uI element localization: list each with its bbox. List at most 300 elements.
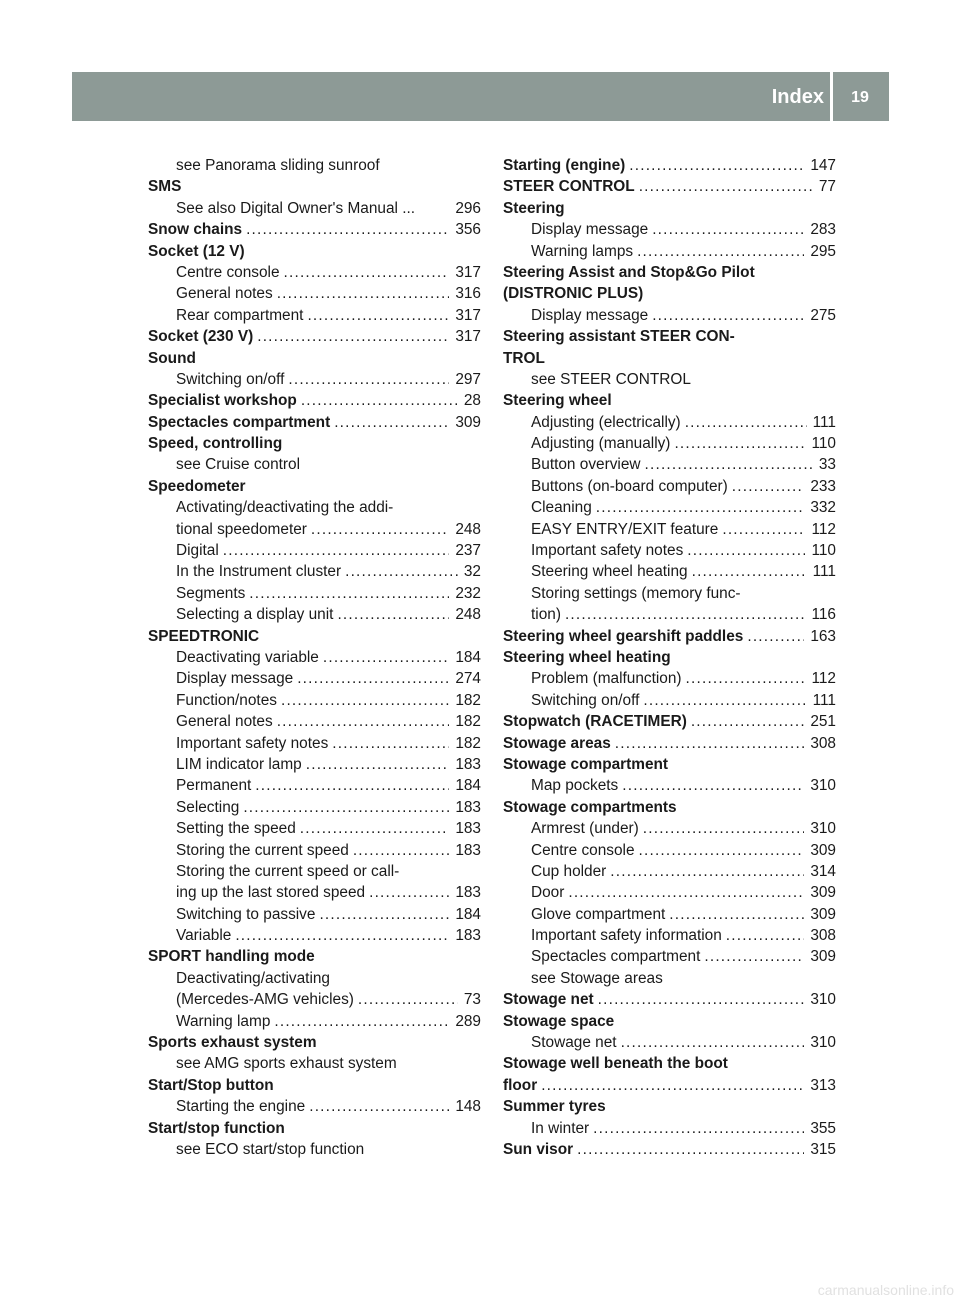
index-subentry <box>148 540 481 561</box>
page-reference: 310 <box>810 777 836 795</box>
entry-text: ing up the last stored speed <box>176 884 366 902</box>
index-heading <box>503 647 836 668</box>
entry-text: see Cruise control <box>176 456 301 474</box>
index-subentry <box>148 925 481 946</box>
entry-text: Switching on/off <box>176 370 285 388</box>
entry-text: Selecting a display unit <box>176 606 334 624</box>
index-subentry <box>148 690 481 711</box>
page-reference: 332 <box>810 499 836 517</box>
index-subentry <box>503 604 836 625</box>
index-subentry <box>503 219 836 240</box>
page-reference: 183 <box>455 798 481 816</box>
dot-leader <box>598 989 805 1010</box>
dot-leader <box>337 604 449 625</box>
entry-text: Starting (engine) <box>503 157 626 174</box>
page-reference: 310 <box>810 1034 836 1052</box>
index-heading <box>148 946 481 967</box>
index-subentry <box>148 775 481 796</box>
header-divider <box>830 72 833 121</box>
dot-leader <box>255 775 449 796</box>
dot-leader <box>300 818 450 839</box>
entry-text: Stopwatch (RACETIMER) <box>503 713 687 731</box>
index-subentry <box>503 497 836 518</box>
index-subentry <box>503 561 836 582</box>
entry-text: see ECO start/stop function <box>176 1140 365 1158</box>
dot-leader <box>334 412 449 433</box>
index-heading <box>148 219 481 240</box>
index-heading <box>503 989 836 1010</box>
page-reference: 317 <box>455 306 481 324</box>
page-reference: 112 <box>811 520 836 538</box>
dot-leader <box>674 433 805 454</box>
entry-text: Stowage well beneath the boot <box>503 1055 728 1073</box>
entry-text: Steering wheel <box>503 392 612 410</box>
page-reference: 233 <box>810 477 836 495</box>
dot-leader <box>615 733 805 754</box>
index-subentry <box>503 668 836 689</box>
entry-text: Warning lamp <box>176 1012 271 1030</box>
dot-leader <box>639 840 805 861</box>
entry-text: Specialist workshop <box>148 392 297 410</box>
page-reference: 148 <box>455 1098 481 1116</box>
index-heading <box>148 176 481 197</box>
entry-text: see Stowage areas <box>531 969 663 987</box>
page-reference: 274 <box>455 670 481 688</box>
dot-leader <box>732 476 805 497</box>
entry-text: Digital <box>176 542 219 560</box>
dot-leader <box>685 412 807 433</box>
entry-text: Storing settings (memory func- <box>531 584 741 602</box>
dot-leader <box>726 925 805 946</box>
entry-text: STEER CONTROL <box>503 178 635 196</box>
dot-leader <box>358 989 458 1010</box>
dot-leader <box>610 861 804 882</box>
page-reference: 297 <box>455 370 481 388</box>
index-subentry <box>503 946 836 967</box>
index-heading <box>503 262 836 283</box>
page-reference: 309 <box>810 884 836 902</box>
dot-leader <box>235 925 449 946</box>
page-reference: 32 <box>463 563 481 581</box>
page-reference: 183 <box>455 927 481 945</box>
entry-text: Sun visor <box>503 1140 574 1158</box>
entry-text: tion) <box>531 606 561 624</box>
dot-leader <box>223 540 450 561</box>
entry-text: Segments <box>176 584 246 602</box>
page-reference: 308 <box>810 734 836 752</box>
entry-text: Sound <box>148 349 196 367</box>
entry-text: Steering wheel heating <box>503 648 671 666</box>
index-heading <box>503 1053 836 1074</box>
entry-text: Centre console <box>176 263 280 281</box>
dot-leader <box>353 840 449 861</box>
page-reference: 295 <box>810 242 836 260</box>
dot-leader <box>284 262 450 283</box>
entry-text: SMS <box>148 178 182 196</box>
entry-text: Important safety notes <box>531 542 684 560</box>
dot-leader <box>277 711 450 732</box>
page-reference: 356 <box>455 221 481 239</box>
index-subentry <box>148 668 481 689</box>
page-reference: 313 <box>810 1076 836 1094</box>
page-reference: 309 <box>810 948 836 966</box>
index-subentry <box>503 433 836 454</box>
entry-text: Snow chains <box>148 221 243 239</box>
index-heading <box>503 711 836 732</box>
page-reference: 73 <box>463 991 481 1009</box>
index-subentry <box>503 1118 836 1139</box>
index-subentry <box>503 861 836 882</box>
entry-text: Socket (12 V) <box>148 242 245 260</box>
index-subentry <box>148 283 481 304</box>
entry-text: In the Instrument cluster <box>176 563 342 581</box>
entry-text: (DISTRONIC PLUS) <box>503 285 644 303</box>
entry-text: Storing the current speed or call- <box>176 862 400 880</box>
index-subentry <box>148 1053 481 1074</box>
page-reference: 182 <box>455 734 481 752</box>
section-title: Index <box>771 86 824 108</box>
dot-leader <box>593 1118 804 1139</box>
index-heading <box>503 733 836 754</box>
dot-leader <box>577 1139 804 1160</box>
dot-leader <box>243 797 449 818</box>
index-heading <box>148 1032 481 1053</box>
index-subentry <box>148 369 481 390</box>
page-reference: 355 <box>810 1119 836 1137</box>
index-subentry <box>148 561 481 582</box>
dot-leader <box>332 733 449 754</box>
dot-leader <box>249 583 449 604</box>
index-subentry <box>503 775 836 796</box>
dot-leader <box>541 1075 804 1096</box>
entry-text: Deactivating/activating <box>176 969 330 987</box>
page-reference: 163 <box>810 627 836 645</box>
index-subentry <box>148 797 481 818</box>
entry-text: Deactivating variable <box>176 648 319 666</box>
entry-text: Display message <box>176 670 294 688</box>
index-heading <box>503 1075 836 1096</box>
entry-text: see STEER CONTROL <box>531 370 691 388</box>
page-reference: 184 <box>455 905 481 923</box>
page-reference: 33 <box>818 456 836 474</box>
page-reference: 182 <box>455 691 481 709</box>
dot-leader <box>307 305 449 326</box>
index-heading <box>503 797 836 818</box>
index-subentry <box>148 968 481 989</box>
dot-leader <box>621 1032 805 1053</box>
entry-text: EASY ENTRY/EXIT feature <box>531 520 719 538</box>
entry-text: Buttons (on-board computer) <box>531 477 728 495</box>
index-subentry <box>148 840 481 861</box>
entry-text: Storing the current speed <box>176 841 349 859</box>
index-subentry <box>148 198 481 219</box>
page-reference: 184 <box>455 648 481 666</box>
dot-leader <box>257 326 449 347</box>
index-subentry <box>148 1011 481 1032</box>
page-reference: 309 <box>455 413 481 431</box>
index-subentry <box>148 733 481 754</box>
index-subentry <box>148 818 481 839</box>
index-heading <box>148 390 481 411</box>
entry-text: Permanent <box>176 777 252 795</box>
index-heading <box>148 626 481 647</box>
dot-leader <box>311 519 449 540</box>
entry-text: Rear compartment <box>176 306 304 324</box>
dot-leader <box>288 369 449 390</box>
index-subentry <box>503 540 836 561</box>
index-heading <box>503 348 836 369</box>
index-heading <box>148 1075 481 1096</box>
entry-text: Steering <box>503 199 565 217</box>
dot-leader <box>637 241 804 262</box>
index-heading <box>503 1096 836 1117</box>
index-subentry <box>148 454 481 475</box>
page-number: 19 <box>851 89 869 106</box>
entry-text: General notes <box>176 285 273 303</box>
index-subentry <box>503 519 836 540</box>
entry-text: See also Digital Owner's Manual ... <box>176 199 416 217</box>
page-reference: 183 <box>455 884 481 902</box>
dot-leader <box>306 754 450 775</box>
dot-leader <box>704 946 804 967</box>
entry-text: Important safety information <box>531 927 722 945</box>
index-subentry <box>503 818 836 839</box>
entry-text: Selecting <box>176 798 240 816</box>
watermark: carmanualsonline.info <box>817 1282 954 1298</box>
index-subentry <box>148 155 481 176</box>
entry-text: SPORT handling mode <box>148 948 315 966</box>
page-reference: 232 <box>455 584 481 602</box>
index-heading <box>503 390 836 411</box>
index-heading <box>148 433 481 454</box>
dot-leader <box>281 690 449 711</box>
entry-text: Stowage compartments <box>503 798 677 816</box>
entry-text: Stowage compartment <box>503 755 669 773</box>
entry-text: Adjusting (manually) <box>531 435 671 453</box>
entry-text: Speedometer <box>148 477 246 495</box>
entry-text: TROL <box>503 349 545 367</box>
index-subentry <box>148 647 481 668</box>
entry-text: Steering wheel heating <box>531 563 688 581</box>
index-subentry <box>148 861 481 882</box>
dot-leader <box>309 1096 449 1117</box>
index-heading <box>503 754 836 775</box>
entry-text: Stowage net <box>531 1034 617 1052</box>
entry-text: LIM indicator lamp <box>176 755 302 773</box>
page-reference: 110 <box>811 542 836 560</box>
page-reference: 251 <box>810 713 836 731</box>
page-reference: 111 <box>812 563 836 581</box>
page-reference: 317 <box>455 328 481 346</box>
dot-leader <box>301 390 458 411</box>
dot-leader <box>652 219 804 240</box>
entry-text: Spectacles compartment <box>148 413 331 431</box>
entry-text: Steering assistant STEER CON- <box>503 328 735 346</box>
dot-leader <box>568 882 804 903</box>
entry-text: Stowage net <box>503 991 594 1009</box>
index-subentry <box>148 1096 481 1117</box>
page-reference: 28 <box>463 392 481 410</box>
dot-leader <box>747 626 804 647</box>
index-subentry <box>148 305 481 326</box>
index-subentry <box>148 497 481 518</box>
dot-leader <box>722 519 805 540</box>
entry-text: Sports exhaust system <box>148 1034 317 1052</box>
page-reference: 317 <box>455 263 481 281</box>
entry-text: Button overview <box>531 456 641 474</box>
page-reference: 183 <box>455 755 481 773</box>
dot-leader <box>686 668 806 689</box>
dot-leader <box>643 690 806 711</box>
page-reference: 184 <box>455 777 481 795</box>
page-reference: 110 <box>811 435 836 453</box>
page-reference: 182 <box>455 713 481 731</box>
page-reference: 248 <box>455 520 481 538</box>
entry-text: Cup holder <box>531 862 607 880</box>
entry-text: Important safety notes <box>176 734 329 752</box>
index-heading <box>503 626 836 647</box>
entry-text: Armrest (under) <box>531 820 639 838</box>
dot-leader <box>622 775 804 796</box>
page-reference: 310 <box>810 820 836 838</box>
index-heading <box>148 476 481 497</box>
page-reference: 111 <box>812 691 836 709</box>
page-reference: 147 <box>810 157 836 174</box>
entry-text: Steering wheel gearshift paddles <box>503 627 744 645</box>
dot-leader <box>246 219 449 240</box>
entry-text: Speed, controlling <box>148 435 283 453</box>
entry-text: Setting the speed <box>176 820 296 838</box>
entry-text: tional speedometer <box>176 520 307 538</box>
entry-text: Start/stop function <box>148 1119 285 1137</box>
page-reference: 183 <box>455 820 481 838</box>
entry-text: Function/notes <box>176 691 277 709</box>
dot-leader <box>297 668 449 689</box>
index-subentry <box>503 925 836 946</box>
index-heading <box>148 241 481 262</box>
index-subentry <box>148 583 481 604</box>
entry-text: see Panorama sliding sunroof <box>176 157 380 174</box>
index-subentry <box>148 604 481 625</box>
dot-leader <box>274 1011 449 1032</box>
index-heading <box>148 348 481 369</box>
dot-leader <box>565 604 806 625</box>
index-heading <box>148 1118 481 1139</box>
entry-text: Cleaning <box>531 499 592 517</box>
page-reference: 248 <box>455 606 481 624</box>
entry-text: Glove compartment <box>531 905 666 923</box>
index-subentry <box>503 305 836 326</box>
entry-text: Stowage space <box>503 1012 615 1030</box>
index-subentry <box>148 519 481 540</box>
entry-text: Centre console <box>531 841 635 859</box>
dot-leader <box>691 711 804 732</box>
entry-text: Door <box>531 884 565 902</box>
dot-leader <box>323 647 449 668</box>
index-subentry <box>503 904 836 925</box>
index-subentry <box>503 369 836 390</box>
dot-leader <box>319 904 449 925</box>
index-heading <box>148 326 481 347</box>
index-heading <box>503 283 836 304</box>
entry-text: General notes <box>176 713 273 731</box>
index-subentry <box>148 262 481 283</box>
page-reference: 314 <box>810 862 836 880</box>
index-subentry <box>503 412 836 433</box>
page-reference: 315 <box>810 1140 836 1158</box>
index-subentry <box>148 989 481 1010</box>
entry-text: Display message <box>531 221 649 239</box>
entry-text: floor <box>503 1076 538 1094</box>
page-reference: 309 <box>810 905 836 923</box>
index-subentry <box>148 711 481 732</box>
page-reference: 111 <box>812 413 836 431</box>
index-column-left <box>148 155 481 1160</box>
dot-leader <box>645 454 813 475</box>
page-reference: 309 <box>810 841 836 859</box>
entry-text: Steering Assist and Stop&Go Pilot <box>503 263 755 281</box>
dot-leader <box>652 305 804 326</box>
dot-leader <box>629 155 804 176</box>
dot-leader <box>692 561 807 582</box>
page-reference: 316 <box>455 285 481 303</box>
entry-text: Start/Stop button <box>148 1076 274 1094</box>
entry-text: Switching on/off <box>531 691 640 709</box>
index-subentry <box>148 754 481 775</box>
entry-text: Stowage areas <box>503 734 611 752</box>
index-subentry <box>503 476 836 497</box>
entry-text: Display message <box>531 306 649 324</box>
dot-leader <box>277 283 450 304</box>
page-reference: 183 <box>455 841 481 859</box>
index-subentry <box>503 968 836 989</box>
index-subentry <box>148 1139 481 1160</box>
entry-text: Spectacles compartment <box>531 948 701 966</box>
index-subentry <box>503 583 836 604</box>
page-reference: 308 <box>810 927 836 945</box>
page-reference: 283 <box>810 221 836 239</box>
index-heading <box>503 155 836 176</box>
page-reference: 237 <box>455 542 481 560</box>
dot-leader <box>345 561 458 582</box>
dot-leader <box>687 540 805 561</box>
page-reference: 112 <box>811 670 836 688</box>
entry-text: Summer tyres <box>503 1098 606 1116</box>
page-reference: 77 <box>818 178 836 196</box>
entry-text: (Mercedes-AMG vehicles) <box>176 991 354 1009</box>
dot-leader <box>669 904 804 925</box>
dot-leader <box>596 497 805 518</box>
entry-text: Map pockets <box>531 777 619 795</box>
index-heading <box>503 326 836 347</box>
entry-text: Switching to passive <box>176 905 316 923</box>
entry-text: In winter <box>531 1119 590 1137</box>
index-subentry <box>503 241 836 262</box>
entry-text: Adjusting (electrically) <box>531 413 681 431</box>
index-subentry <box>503 882 836 903</box>
entry-text: SPEEDTRONIC <box>148 627 260 645</box>
page-reference: 116 <box>811 606 836 624</box>
index-heading <box>503 176 836 197</box>
entry-text: Socket (230 V) <box>148 328 254 346</box>
entry-text: Variable <box>176 927 232 945</box>
index-heading <box>148 412 481 433</box>
index-subentry <box>148 882 481 903</box>
entry-text: see AMG sports exhaust system <box>176 1055 397 1073</box>
page-reference: 275 <box>810 306 836 324</box>
dot-leader <box>369 882 449 903</box>
page-reference: 296 <box>455 199 481 217</box>
